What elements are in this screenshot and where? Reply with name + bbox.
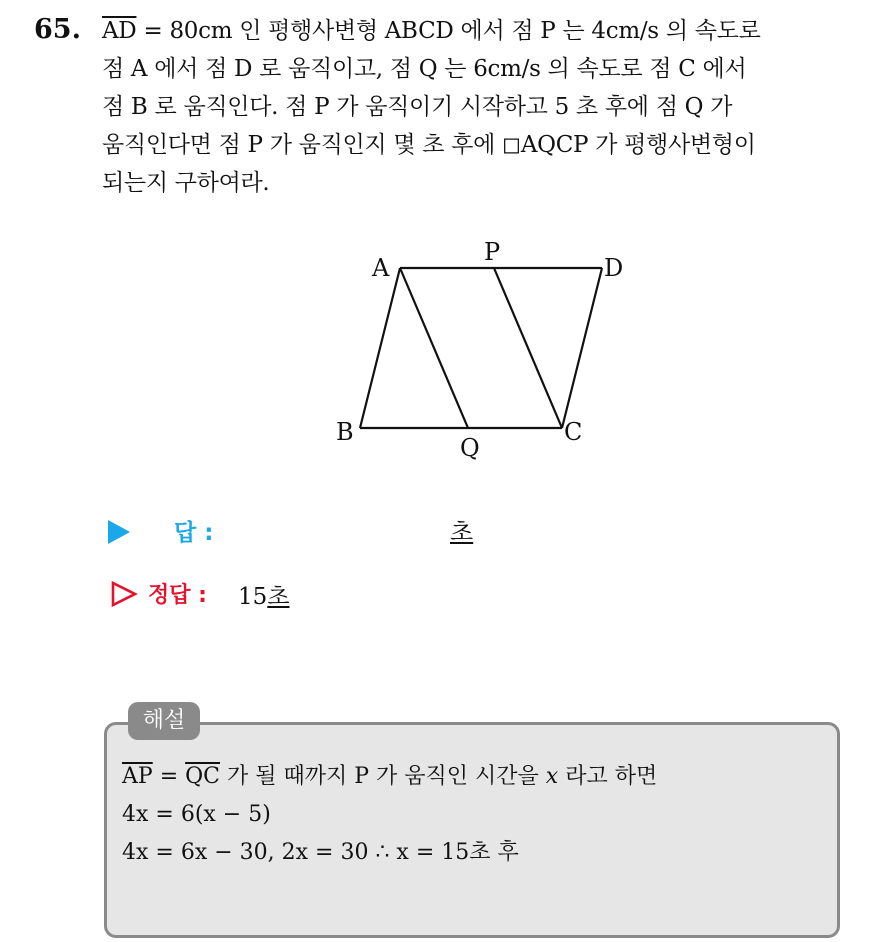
label-b: B: [336, 418, 354, 446]
explanation-line-2: 4x = 6(x − 5): [122, 802, 271, 827]
side-dc: [562, 268, 602, 428]
problem-line-2: 점 A 에서 점 D 로 움직이고, 점 Q 는 6cm/s 의 속도로 점 C 에서: [102, 56, 747, 82]
problem-line-4: 움직인다면 점 P 가 움직인지 몇 초 후에 ◻AQCP 가 평행사변형이: [102, 132, 756, 158]
play-triangle-icon: [108, 520, 130, 544]
label-d: D: [604, 254, 624, 282]
correct-value: 15초: [238, 584, 290, 610]
problem-line-5: 되는지 구하여라.: [102, 170, 270, 196]
problem-line-1: $\overline{AD} = 80cm$ 인 평행사변형 ABCD 에서 점 P 는 4cm/s 의 속도로: [102, 18, 761, 44]
answer-label: 답 :: [174, 520, 214, 546]
explanation-line-1: $\overline{AP} = \overline{QC}$ 가 될 때까지 P 가 움직인 시간을 x 라고 하면: [122, 764, 658, 789]
problem-text: [102, 12, 862, 202]
problem-line-3: 점 B 로 움직인다. 점 P 가 움직이기 시작하고 5 초 후에 점 Q 가: [102, 94, 733, 120]
problem-number: 65.: [34, 14, 81, 45]
correct-label: 정답 :: [148, 583, 207, 608]
parallelogram-figure: [330, 240, 630, 470]
label-p: P: [484, 240, 501, 266]
correct-answer-row: [108, 574, 608, 614]
segment-aq: [400, 268, 468, 428]
outline-triangle-icon: [110, 580, 138, 608]
side-ab: [360, 268, 400, 428]
explanation-text: [122, 758, 822, 872]
answer-row: [108, 510, 608, 550]
explanation-line-3: 4x = 6x − 30, 2x = 30 ∴ x = 15초 후: [122, 840, 519, 865]
label-a: A: [372, 254, 390, 282]
explanation-tab: 해설: [128, 702, 200, 740]
label-c: C: [564, 418, 583, 446]
segment-ad: $\overline{AD}$: [102, 18, 137, 44]
segment-pc: [494, 268, 562, 428]
answer-unit: 초: [450, 518, 474, 546]
label-q: Q: [460, 434, 480, 462]
